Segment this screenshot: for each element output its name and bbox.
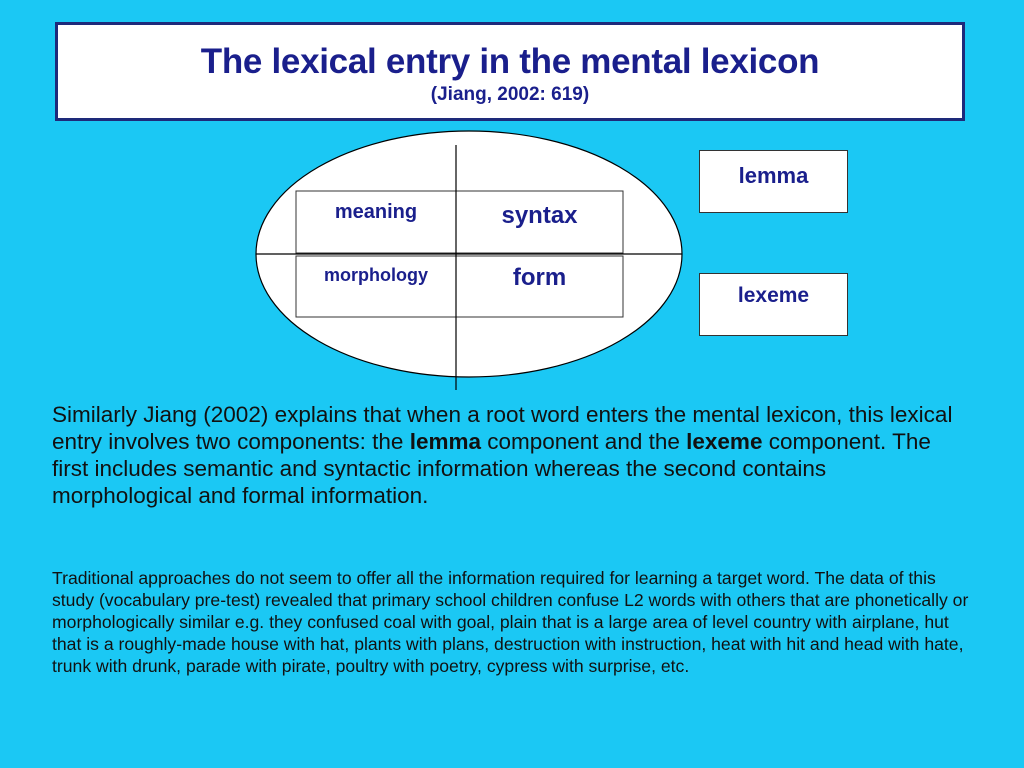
slide-title: The lexical entry in the mental lexicon [200, 42, 820, 81]
lemma-term: lemma [409, 429, 481, 454]
lexeme-label: lexeme [737, 284, 810, 307]
lexeme-term: lexeme [686, 429, 763, 454]
paragraph-main [52, 401, 962, 509]
paragraph-main-part3: component. The first includes semantic and syntactic information whereas the second contains morphological and formal information. [52, 429, 931, 508]
slide-citation: (Jiang, 2002: 619) [430, 84, 590, 105]
lemma-label: lemma [738, 163, 809, 188]
lexeme-box [699, 273, 848, 336]
form-label: form [512, 264, 567, 291]
lemma-box [699, 150, 848, 213]
paragraph-main-part1: Similarly Jiang (2002) explains that when a root word enters the mental lexicon, this lexical entry involves two components: the [52, 402, 953, 454]
paragraph-secondary: Traditional approaches do not seem to offer all the information required for learning a target word. The data of this study (vocabulary pre-test) revealed that primary school children confuse L2 words with others that are phonetically or morphologically similar e.g. they confused coal with goal, plain that is a large area of level country with airplane, hut that is a roughly-made house with hat, plants with plans, destruction with instruction, heat with hit and head with hate, trunk with drunk, parade with pirate, poultry with poetry, cypress with surprise, etc. [52, 568, 969, 676]
meaning-label: meaning [334, 201, 418, 223]
morphology-label: morphology [324, 265, 428, 285]
syntax-label: syntax [501, 202, 578, 229]
paragraph-main-part2: component and the [480, 429, 687, 454]
